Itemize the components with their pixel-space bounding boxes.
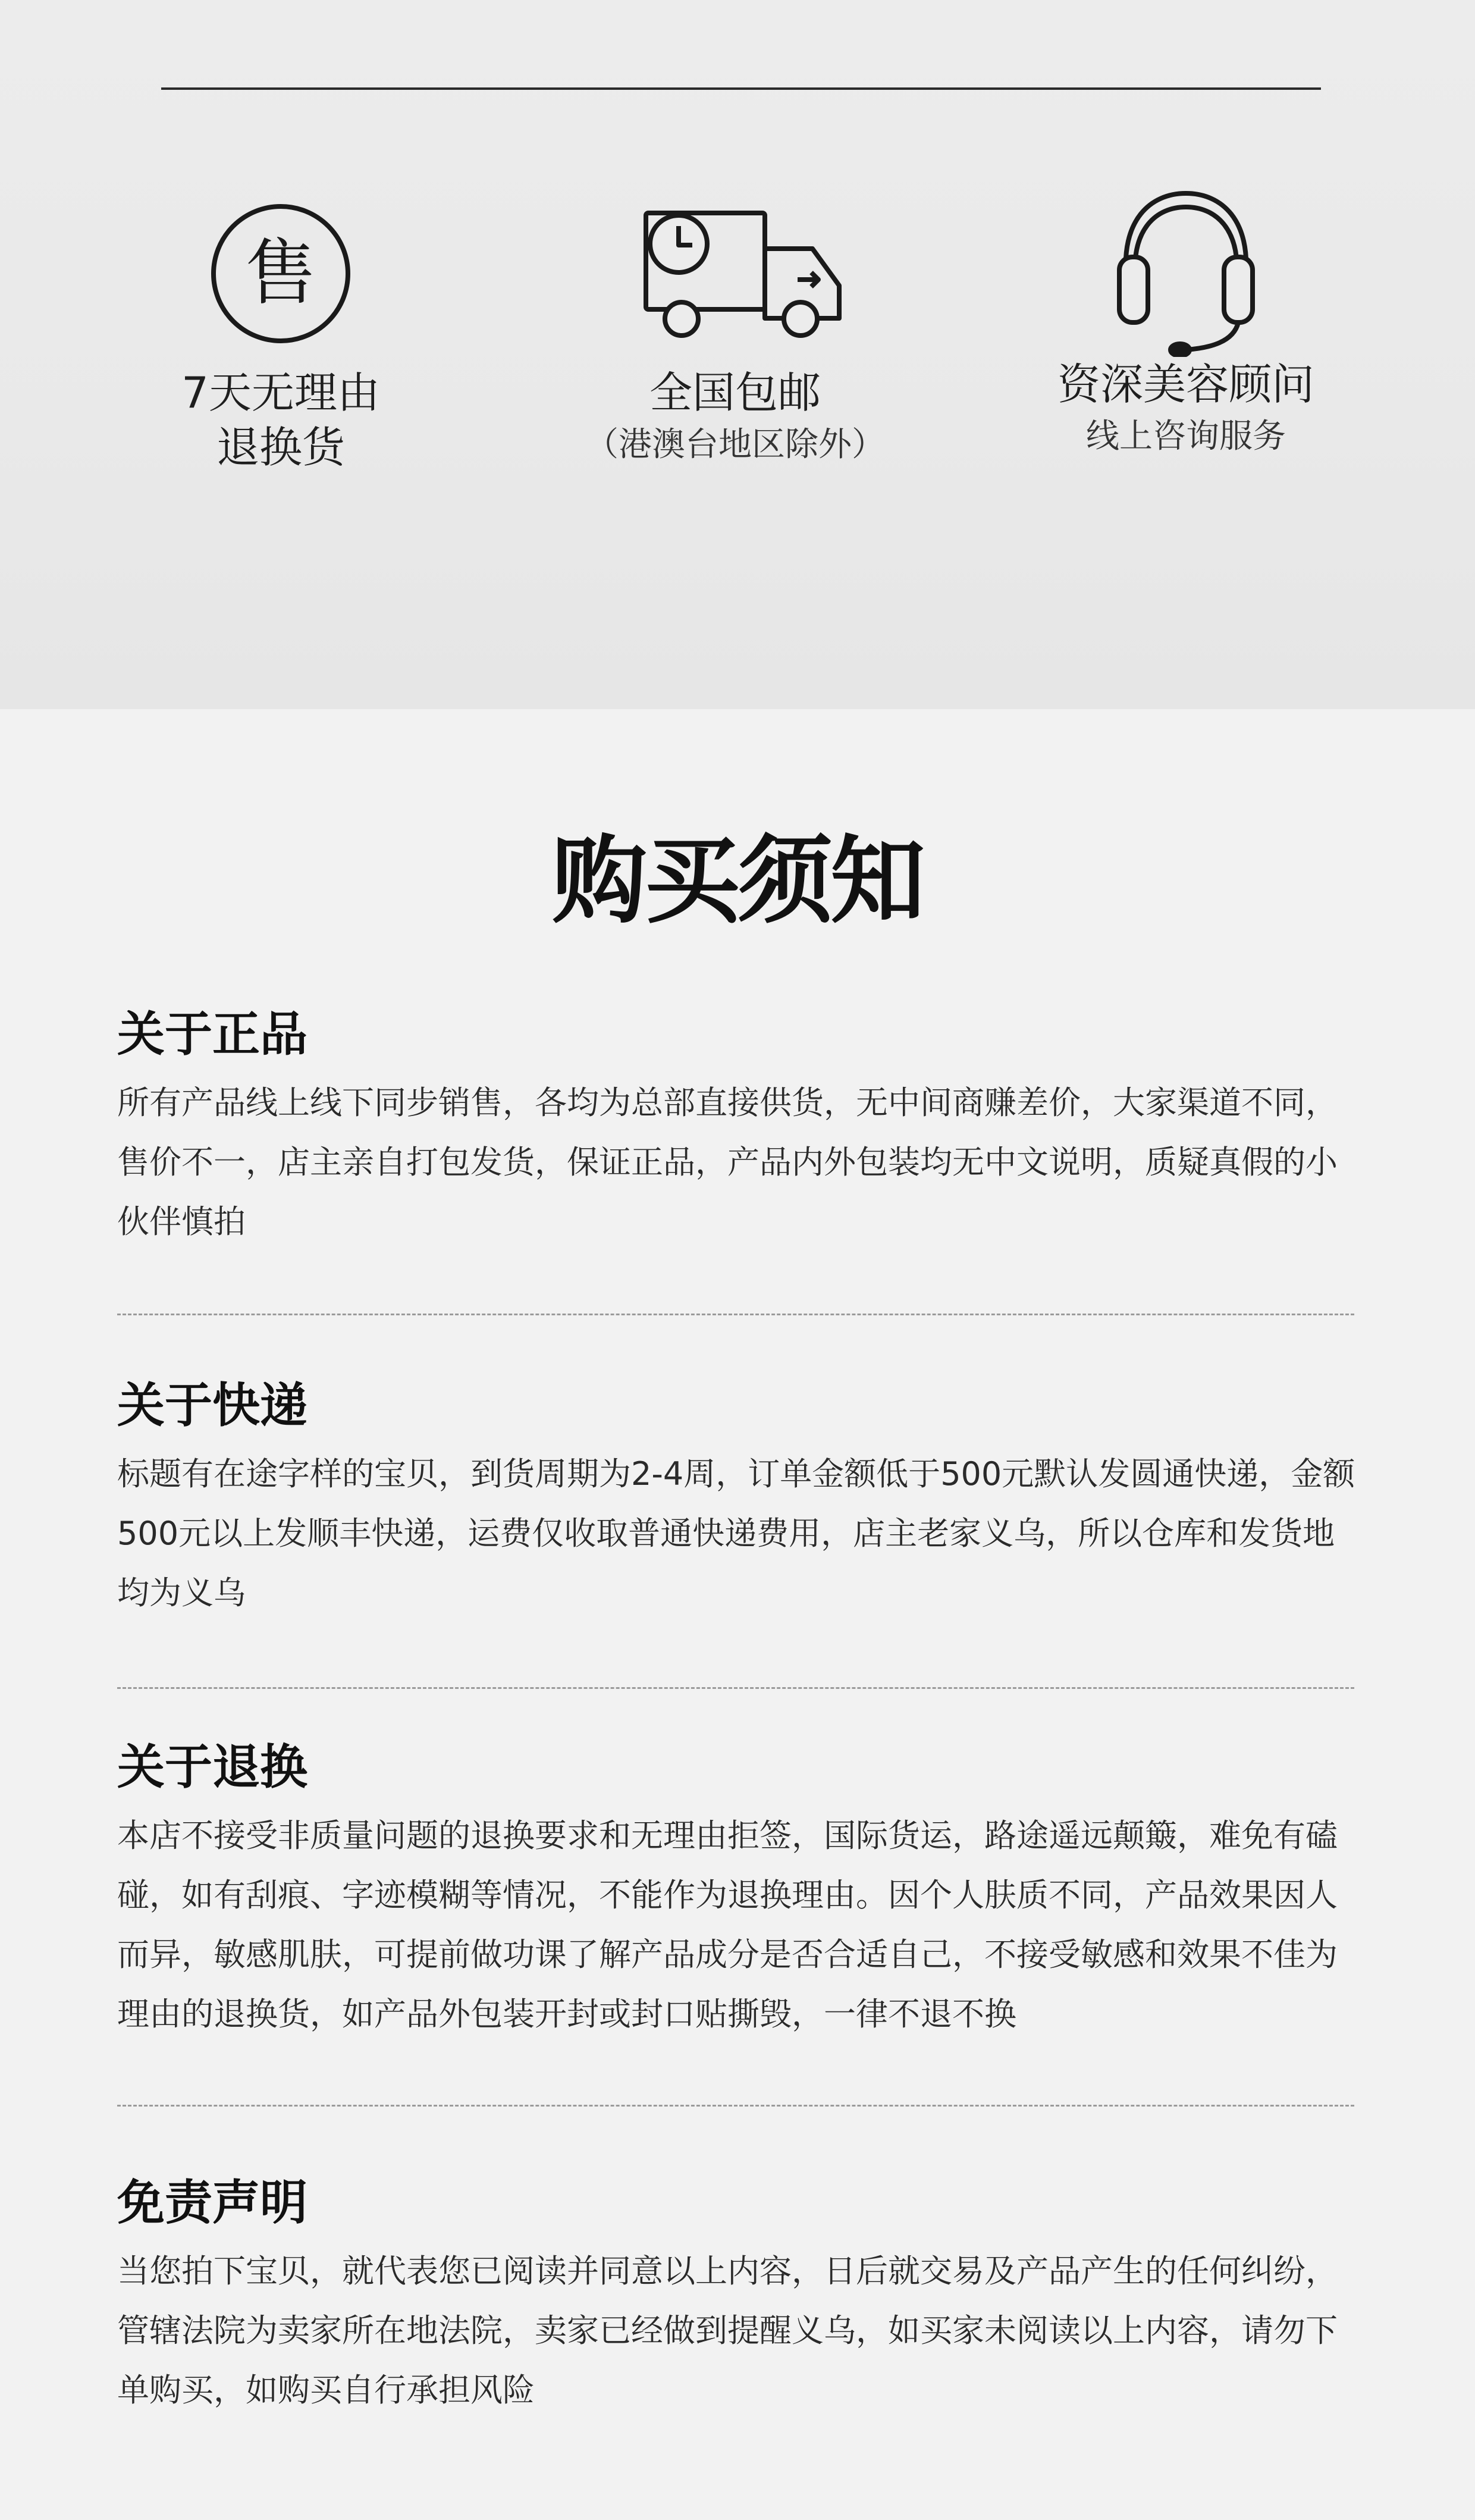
section-heading: 关于退换	[117, 1739, 307, 1795]
section-body: 本店不接受非质量问题的退换要求和无理由拒签，国际货运，路途遥远颠簸，难免有磕碰，如有刮痕、字迹模糊等情况，不能作为退换理由。因个人肤质不同，产品效果因人而异，敏感肌肤，可提前做功课了解产品成分是否合适自己，不接受敏感和效果不佳为理由的退换货，如产品外包装开封或封口贴撕毁，一律不退不换	[117, 1817, 1338, 2033]
sale-icon	[203, 196, 358, 351]
section-divider	[117, 2105, 1354, 2107]
sale-glyph: 售	[245, 232, 316, 315]
feature-title: 7天无理由	[181, 368, 380, 418]
feature-return	[55, 196, 507, 475]
section-body: 当您拍下宝贝，就代表您已阅读并同意以上内容，日后就交易及产品产生的任何纠纷，管辖法院为卖家所在地法院，卖家已经做到提醒义乌，如买家未阅读以上内容，请勿下单购买，如购买自行承担风险	[117, 2252, 1338, 2409]
feature-title: 资深美容顾问	[1057, 359, 1314, 409]
section-body: 标题有在途字样的宝贝，到货周期为2-4周，订单金额低于500元默认发圆通快递，金额500元以上发顺丰快递，运费仅收取普通快递费用，店主老家义乌，所以仓库和发货地均为义乌	[117, 1455, 1355, 1612]
feature-title: 全国包邮	[649, 368, 821, 418]
headset-icon	[1091, 178, 1281, 357]
feature-shipping	[509, 196, 961, 470]
feature-subtitle: 退换货	[216, 422, 345, 472]
section-heading: 关于快递	[117, 1377, 307, 1433]
delivery-truck-icon	[622, 196, 848, 351]
section-heading: 关于正品	[117, 1006, 307, 1062]
page-title: 购买须知	[551, 825, 923, 936]
section-returns	[117, 1737, 1360, 2044]
section-divider	[117, 1687, 1354, 1689]
feature-subtitle: 线上咨询服务	[1086, 417, 1286, 456]
top-divider	[161, 87, 1321, 90]
feature-consultant	[960, 196, 1412, 462]
section-heading: 免责声明	[117, 2174, 307, 2230]
section-authenticity	[117, 1004, 1360, 1252]
section-body: 所有产品线上线下同步销售，各均为总部直接供货，无中间商赚差价，大家渠道不同，售价不一，店主亲自打包发货，保证正品，产品内外包装均无中文说明，质疑真假的小伙伴慎拍	[117, 1084, 1338, 1240]
feature-subtitle: （港澳台地区除外）	[585, 425, 885, 464]
section-divider	[117, 1314, 1354, 1315]
section-disclaimer	[117, 2173, 1360, 2420]
section-shipping	[117, 1375, 1360, 1623]
